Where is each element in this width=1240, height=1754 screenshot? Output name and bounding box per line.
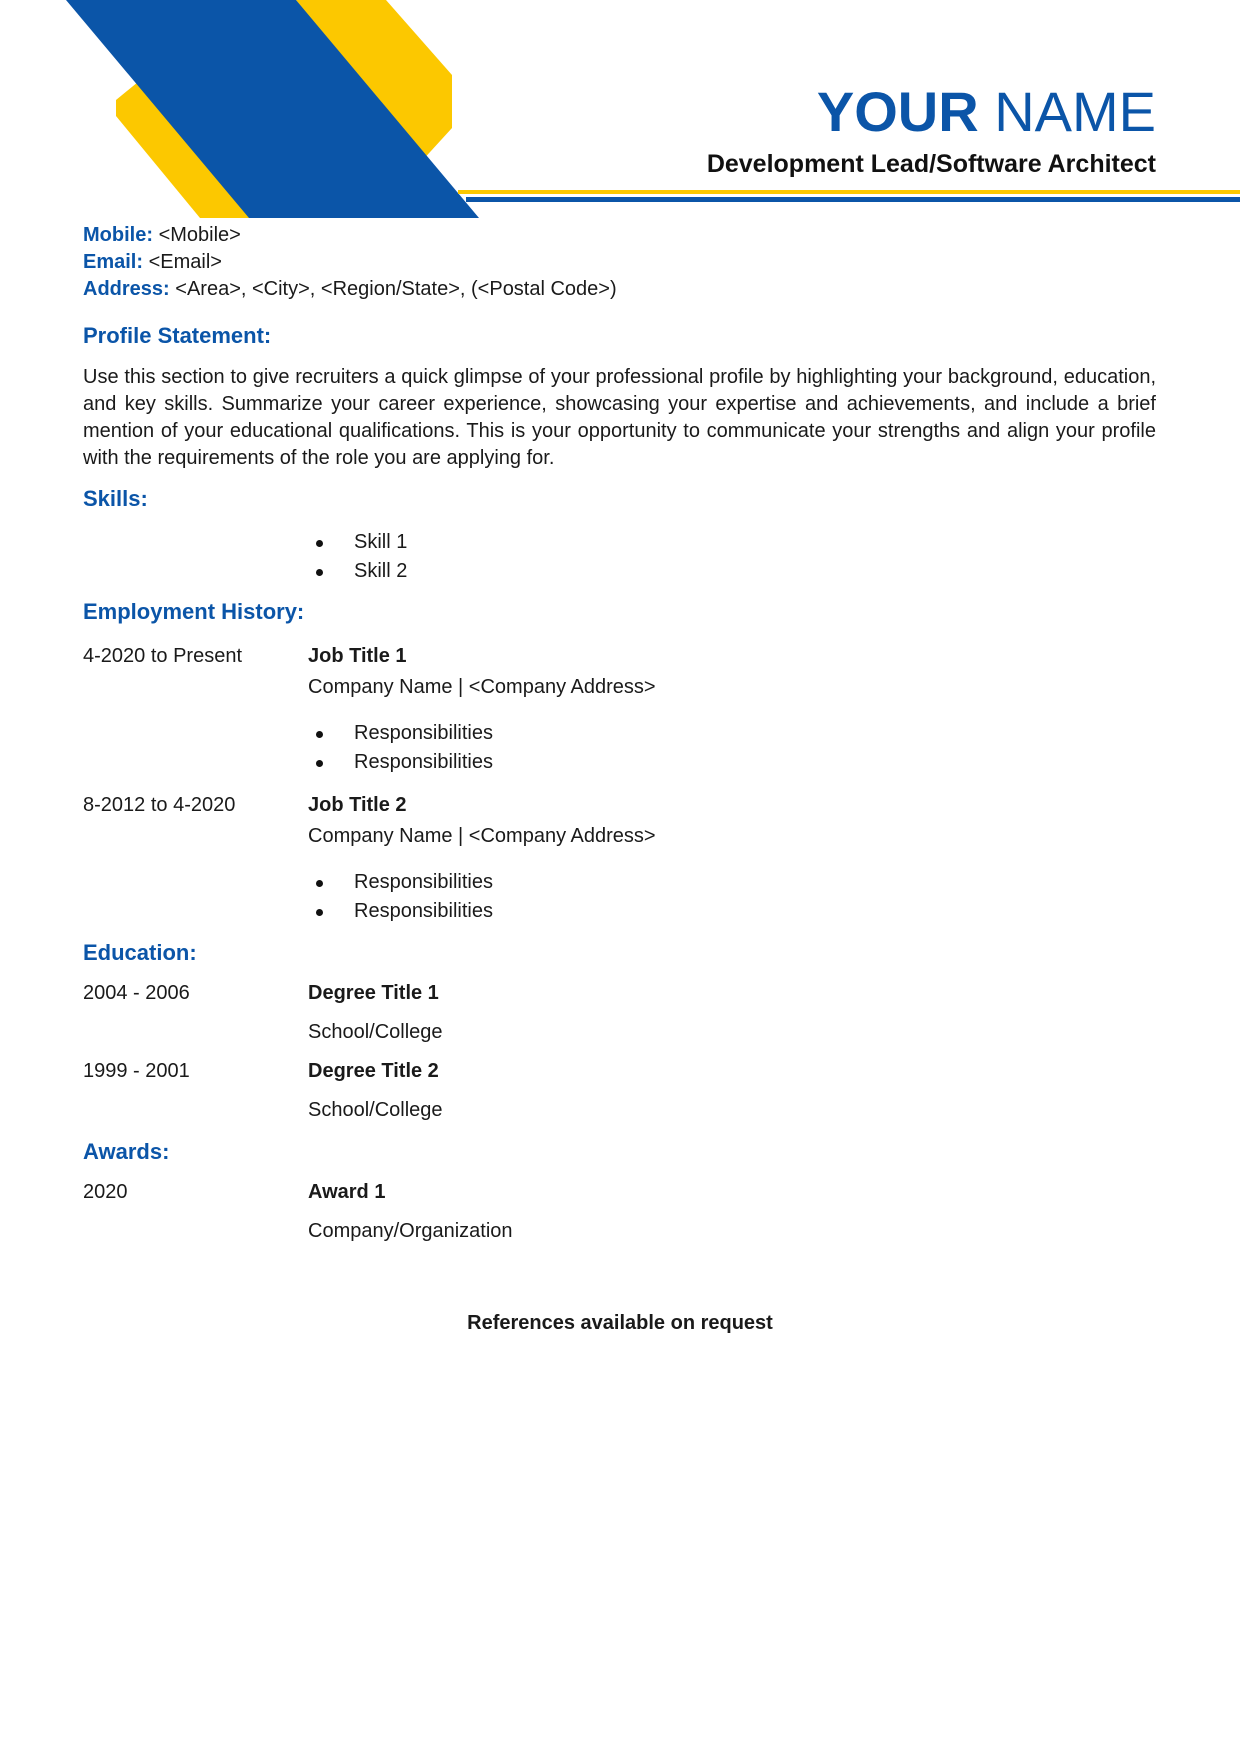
- name-first: YOUR: [816, 80, 979, 143]
- contact-email: [83, 249, 617, 276]
- profile-heading: Profile Statement:: [83, 323, 272, 348]
- school-name: School/College: [308, 1099, 443, 1121]
- job-title-entry: Job Title 1: [308, 645, 407, 667]
- job-dates: 8-2012 to 4-2020: [83, 794, 236, 816]
- job-dates: 4-2020 to Present: [83, 645, 242, 667]
- responsibility-item: Responsibilities: [316, 868, 493, 897]
- profile-text: Use this section to give recruiters a quick glimpse of your professional profile by highlighting your background, education, and key skills. Summarize your career experience, showcasing your expertise and achievements, and include a brief mention of your educational qualifications. This is your opportunity to communicate your strengths and align your profile with the requirements of the role you are applying for.: [83, 366, 1156, 469]
- candidate-name: [817, 80, 1156, 144]
- award-title: Award 1: [308, 1181, 386, 1203]
- contact-mobile: [83, 222, 617, 249]
- skill-item: Skill 2: [316, 557, 407, 586]
- email-value: <Email>: [148, 251, 222, 273]
- education-dates: 2004 - 2006: [83, 982, 190, 1004]
- degree-title: Degree Title 1: [308, 982, 439, 1004]
- education-heading: Education:: [83, 940, 197, 965]
- degree-title: Degree Title 2: [308, 1060, 439, 1082]
- address-value: <Area>, <City>, <Region/State>, (<Postal Code>): [175, 278, 617, 300]
- address-label: Address:: [83, 278, 170, 300]
- skills-heading: Skills:: [83, 486, 148, 511]
- award-year: 2020: [83, 1181, 128, 1203]
- awards-heading: Awards:: [83, 1139, 170, 1164]
- contact-address: [83, 276, 617, 303]
- job-title-entry: Job Title 2: [308, 794, 407, 816]
- employment-heading: Employment History:: [83, 599, 305, 624]
- name-last: NAME: [994, 80, 1156, 143]
- award-organization: Company/Organization: [308, 1220, 513, 1242]
- job-title: Development Lead/Software Architect: [706, 150, 1156, 178]
- skill-item: Skill 1: [316, 528, 407, 557]
- job-company: Company Name | <Company Address>: [308, 825, 656, 847]
- mobile-value: <Mobile>: [158, 224, 241, 246]
- responsibility-item: Responsibilities: [316, 897, 493, 926]
- header-rule-yellow: [458, 190, 1240, 194]
- job-company: Company Name | <Company Address>: [308, 676, 656, 698]
- job-responsibilities: [316, 868, 493, 926]
- responsibility-item: Responsibilities: [316, 748, 493, 777]
- education-dates: 1999 - 2001: [83, 1060, 190, 1082]
- contact-block: [83, 222, 617, 303]
- mobile-label: Mobile:: [83, 224, 153, 246]
- header-rule-blue: [466, 197, 1240, 202]
- references-note: References available on request: [467, 1312, 773, 1334]
- job-responsibilities: [316, 719, 493, 777]
- school-name: School/College: [308, 1021, 443, 1043]
- responsibility-item: Responsibilities: [316, 719, 493, 748]
- skills-list: [316, 528, 407, 586]
- email-label: Email:: [83, 251, 144, 273]
